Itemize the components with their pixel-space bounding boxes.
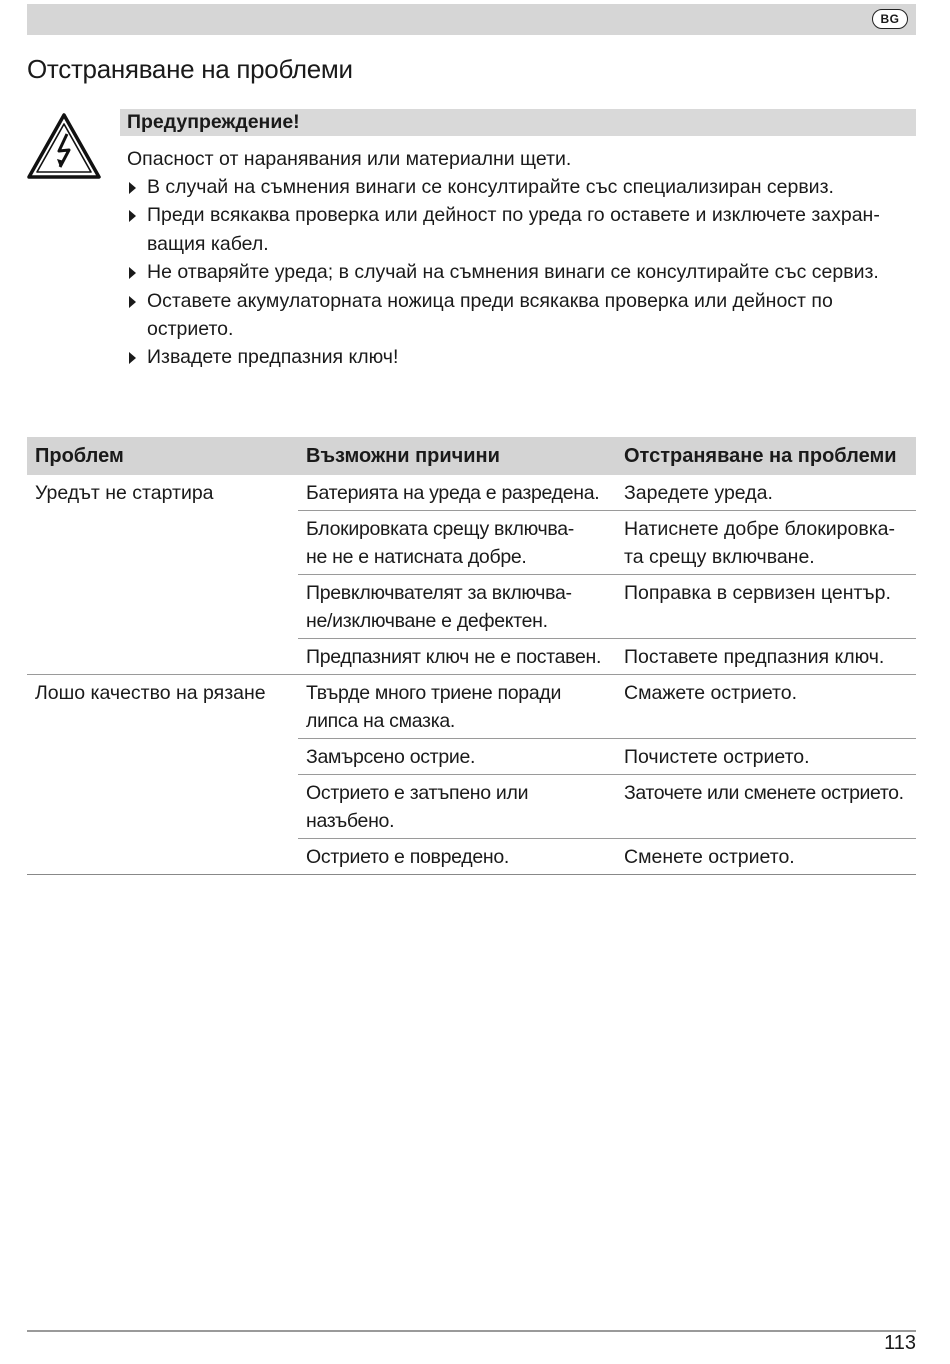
remedy-text: Заточете или сменете острието. [624, 782, 904, 804]
cause-text: Острието е повредено. [306, 846, 510, 868]
cause-cell [298, 839, 616, 875]
cause-cell [298, 639, 616, 675]
cause-text: Замърсено острие. [306, 746, 476, 768]
header-bar [27, 4, 916, 35]
triangle-bullet-icon [129, 267, 136, 279]
warning-line: В случай на съмнения винаги се консултирайте със специализиран сервиз. [147, 176, 834, 198]
warning-list-item [127, 287, 917, 344]
remedy-text: Поставете предпазния ключ. [624, 646, 885, 668]
warning-intro: Опасност от наранявания или материални щети. [127, 148, 572, 170]
cause-text: Предпазният ключ не е поставен. [306, 646, 602, 668]
cause-text: Острието е затъпено или [306, 782, 529, 804]
cause-cell [298, 475, 616, 511]
remedy-cell [616, 775, 916, 839]
cause-cell [298, 675, 616, 739]
remedy-text: Заредете уреда. [624, 482, 773, 504]
cause-text: липса на смазка. [306, 710, 456, 732]
column-header-causes: Възможни причини [298, 437, 616, 475]
cause-text: не не е натисната добре. [306, 546, 527, 568]
cause-cell [298, 511, 616, 575]
warning-line: Не отваряйте уреда; в случай на съмнения винаги се консултирайте със сервиз. [147, 261, 879, 284]
cause-text: Превключвателят за включва- [306, 582, 572, 604]
cause-cell [298, 739, 616, 775]
warning-heading-bar [120, 109, 916, 136]
remedy-cell [616, 475, 916, 511]
page-title: Отстраняване на проблеми [27, 54, 353, 84]
triangle-bullet-icon [129, 352, 136, 364]
warning-line: Извадете предпазния ключ! [147, 346, 399, 369]
cause-cell [298, 775, 616, 839]
triangle-bullet-icon [129, 182, 136, 194]
remedy-text: Сменете острието. [624, 846, 795, 868]
remedy-cell [616, 639, 916, 675]
column-header-problem: Проблем [27, 437, 298, 475]
footer-divider [27, 1330, 916, 1332]
language-badge: BG [872, 9, 908, 29]
warning-list-item [127, 343, 917, 371]
problem-cell: Лошо качество на рязане [27, 675, 298, 875]
remedy-text: Смажете острието. [624, 682, 797, 704]
electric-hazard-warning-icon [26, 112, 102, 180]
triangle-bullet-icon [129, 210, 136, 222]
table-header-row [27, 437, 916, 475]
warning-line: ващия кабел. [147, 232, 269, 255]
table-row [27, 675, 916, 739]
troubleshooting-table [27, 437, 916, 875]
cause-text: не/изключване е дефектен. [306, 610, 548, 632]
warning-line: Оставете акумулаторната ножица преди всякаква проверка или дейност по [147, 289, 833, 312]
cause-text: Твърде много триене поради [306, 682, 562, 704]
cause-text: назъбено. [306, 810, 395, 832]
cause-text: Блокировката срещу включва- [306, 518, 574, 540]
remedy-cell [616, 511, 916, 575]
warning-line: Преди всякаква проверка или дейност по уреда го оставете и изключете захран- [147, 204, 880, 227]
warning-heading: Предупреждение! [127, 111, 300, 133]
remedy-cell [616, 575, 916, 639]
remedy-text: Натиснете добре блокировка- [624, 518, 896, 540]
warning-list-item [127, 201, 917, 258]
column-header-remedy: Отстраняване на проблеми [616, 437, 916, 475]
remedy-text: Поправка в сервизен център. [624, 582, 891, 604]
warning-list-item [127, 173, 917, 201]
cause-text: Батерията на уреда е разредена. [306, 482, 600, 504]
page-number: 113 [884, 1332, 916, 1354]
warning-list [127, 173, 917, 372]
problem-cell: Уредът не стартира [27, 475, 298, 675]
warning-line: острието. [147, 318, 234, 341]
cause-cell [298, 575, 616, 639]
triangle-bullet-icon [129, 296, 136, 308]
warning-list-item [127, 258, 917, 286]
remedy-cell [616, 839, 916, 875]
remedy-cell [616, 739, 916, 775]
remedy-cell [616, 675, 916, 739]
remedy-text: та срещу включване. [624, 546, 815, 568]
remedy-text: Почистете острието. [624, 746, 810, 768]
table-row [27, 475, 916, 511]
